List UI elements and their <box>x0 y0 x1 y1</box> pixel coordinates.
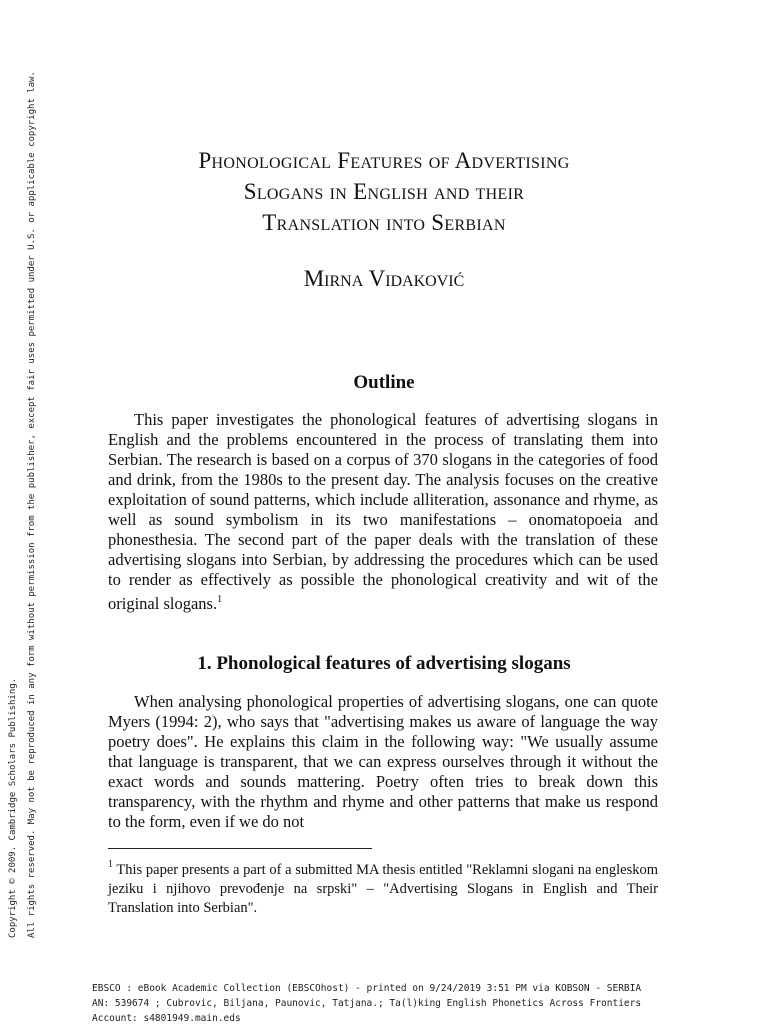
footer-line-3: Account: s4801949.main.eds <box>92 1013 241 1024</box>
paper-title <box>100 145 668 238</box>
title-line-1: Phonological Features of Advertising <box>198 148 570 173</box>
footer-line-1: EBSCO : eBook Academic Collection (EBSCOhost) - printed on 9/24/2019 3:51 PM via KOBSON - SERBIA <box>92 983 642 994</box>
footnote-divider <box>108 848 372 849</box>
footnote-marker: 1 <box>108 859 113 870</box>
section-heading: 1. Phonological features of advertising slogans <box>197 653 571 674</box>
abstract-text: This paper investigates the phonological features of advertising slogans in English and the problems encountered in the process of translating them into Serbian. The research is based on a corpus of 370 slogans in the categories of food and drink, from the 1980s to the present day. The analysis focuses on the creative exploitation of sound patterns, which include alliteration, assonance and rhyme, as well as sound symbolism in its two manifestations – onomatopoeia and phonesthesia. The second part of the paper deals with the translation of these advertising slogans into Serbian, by addressing the procedures which can be used to render as effectively as possible the phonological creativity and wit of the original slogans. <box>108 410 658 613</box>
title-line-2: Slogans in English and their <box>243 179 525 204</box>
copyright-line: Copyright © 2009. Cambridge Scholars Publishing. <box>8 677 18 938</box>
footer-line-2: AN: 539674 ; Cubrovic, Biljana, Paunovic, Tatjana.; Ta(l)king English Phonetics Across Frontiers <box>92 998 642 1009</box>
footnote-text: This paper presents a part of a submitted MA thesis entitled "Reklamni slogani na engleskom jeziku i njihovo prevođenje na srpski" – "Advertising Slogans in English and Their Translation into Serbian". <box>108 862 658 916</box>
rights-line: All rights reserved. May not be reproduced in any form without permission from the publisher, except fair uses permitted under U.S. or applicable copyright law. <box>27 71 37 938</box>
body-paragraph <box>108 692 658 832</box>
body-text: When analysing phonological properties of advertising slogans, one can quote Myers (1994: 2), who says that "advertising makes us aware of language the way poetry does". He explains this claim in the following way: "We usually assume that language is transparent, that we can express ourselves through it without the exact words and sounds mattering. Poetry often tries to break down this transparency, with the rhythm and rhyme and other patterns that make us respond to the form, even if we do not <box>108 692 658 831</box>
footnote <box>108 855 658 918</box>
author-name: Mirna Vidaković <box>303 266 465 291</box>
footnote-reference[interactable]: 1 <box>217 594 223 605</box>
copyright-sidebar <box>0 0 60 1024</box>
print-footer <box>92 981 732 1026</box>
title-line-3: Translation into Serbian <box>262 210 506 235</box>
outline-heading: Outline <box>353 372 415 393</box>
abstract-paragraph <box>108 410 658 614</box>
